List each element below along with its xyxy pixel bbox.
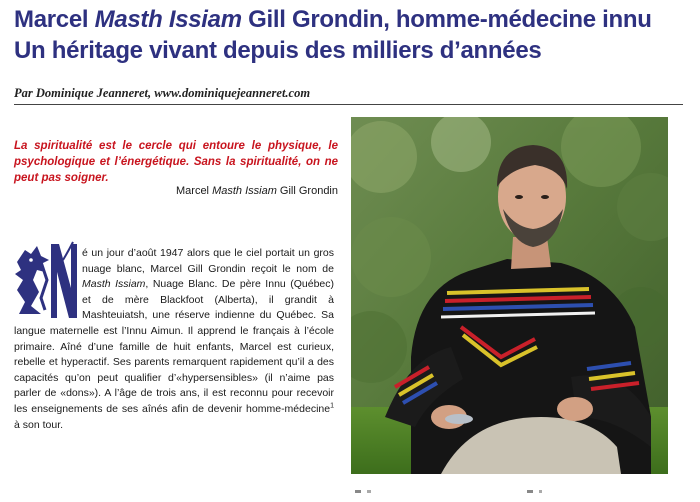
caption-dots (351, 487, 668, 497)
body-text-2: , Nuage Blanc. De père Innu (Québec) et de mère Blackfoot (Alberta), il grandit à Mashteuiatsh, une réserve indienne du Québec. Sa langue maternelle est l’Innu Aimun. Il apprend le français à l’école primaire. Aîné d’une famille de huit enfants, Marcel est curieux, rebelle et hyperactif. Ses parents remarquent rapidement qu’il a des capacités qu’on peut qualifier d’«hypersensibles» (il n’aime pas parler de «dons»). A l’âge de trois ans, il est reconnu pour recevoir les enseignements de ses aînés afin de devenir homme-médecine (14, 278, 334, 415)
dropcap-letter-n (11, 240, 79, 320)
title-text: Marcel (14, 6, 95, 33)
dropcap-ornament (11, 240, 79, 320)
article-byline: Par Dominique Jeanneret, www.dominiquejeanneret.com (14, 86, 311, 100)
author-last: Gill Grondin (276, 185, 338, 197)
author-first: Marcel (176, 185, 213, 197)
portrait-photo (351, 117, 668, 474)
pull-quote: La spiritualité est le cercle qui entoure le physique, le psychologique et l’énergétique. Sans la spiritualité, on ne peut pas soigner. (14, 140, 338, 184)
pull-quote-author (176, 185, 338, 197)
footnote-mark: 1 (330, 402, 334, 410)
title-text-end: Gill Grondin, homme-médecine innu (241, 6, 652, 33)
body-text-3: à son tour. (14, 418, 64, 431)
body-text-1: é un jour d’août 1947 alors que le ciel portait un gros nuage blanc, Marcel Gill Grondin reçoit le nom de (82, 247, 334, 275)
article-title-line1 (14, 4, 694, 35)
header-divider (14, 104, 683, 105)
article-title (14, 4, 694, 66)
title-italic-name: Masth Issiam (94, 6, 242, 33)
photo-caption-remnant (351, 484, 668, 494)
portrait-image (351, 117, 668, 474)
body-italic-name: Masth Issiam (82, 278, 146, 291)
author-italic-name: Masth Issiam (212, 185, 277, 197)
article-title-line2: Un héritage vivant depuis des milliers d’années (14, 37, 542, 64)
